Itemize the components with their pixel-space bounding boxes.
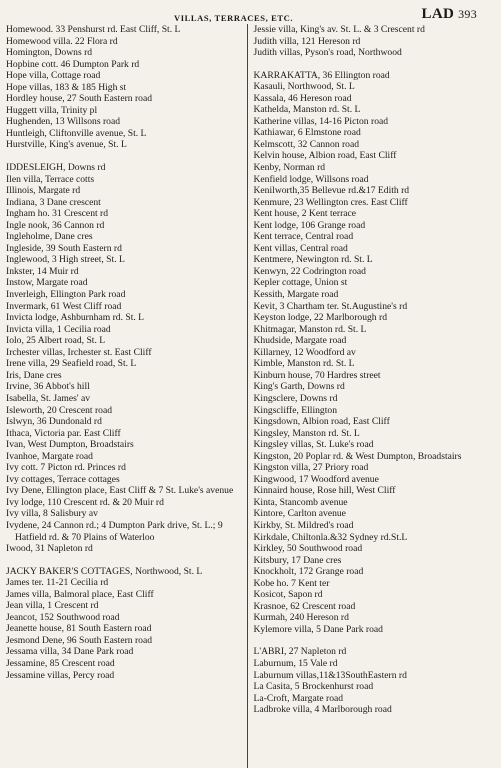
directory-entry: Laburnum villas,11&13SouthEastern rd xyxy=(253,669,407,681)
directory-entry: Kepler cottage, Union st xyxy=(253,277,348,289)
directory-entry: Judith villa, 121 Hereson rd xyxy=(253,35,361,47)
directory-entry: Kenby, Norman rd xyxy=(253,162,326,174)
directory-entry: Kingscliffe, Ellington xyxy=(253,404,337,416)
directory-entry: Hurstville, King's avenue, St. L xyxy=(6,139,127,151)
directory-entry: Kathiawar, 6 Elmstone road xyxy=(253,127,361,139)
directory-entry: Jessama villa, 34 Dane Park road xyxy=(6,646,134,658)
directory-entry: Jessamine, 85 Crescent road xyxy=(6,657,115,669)
directory-entry: Kirkdale, Chiltonla.&32 Sydney rd.St.L xyxy=(253,531,408,543)
directory-entry: Iris, Dane cres xyxy=(6,369,62,381)
directory-entry: Ingham ho. 31 Crescent rd xyxy=(6,208,109,220)
directory-entry: Ivy villa, 8 Salisbury av xyxy=(6,508,98,520)
section-abbrev: LAD xyxy=(421,6,455,22)
directory-entry: Homewood. 33 Penshurst rd. East Cliff, St. L xyxy=(6,24,181,35)
directory-entry: Kosicot, Sapon rd xyxy=(253,589,323,601)
directory-entry: Ivydene, 24 Cannon rd.; 4 Dumpton Park drive, St. L.; 9 Hatfield rd. & 70 Plains of Waterloo xyxy=(6,519,223,543)
right-column xyxy=(247,24,494,768)
directory-entry: Kenmure, 23 Wellington cres. East Cliff xyxy=(253,196,408,208)
directory-entry: Kingsley villas, St. Luke's road xyxy=(253,439,374,451)
directory-entry: JACKY BAKER'S COTTAGES, Northwood, St. L xyxy=(6,565,203,577)
running-head: VILLAS, TERRACES, ETC. xyxy=(174,13,294,23)
directory-entry: Kingsdown, Albion road, East Cliff xyxy=(253,416,390,428)
directory-entry: Khudside, Margate road xyxy=(253,335,347,347)
directory-entry: Kobe ho. 7 Kent ter xyxy=(253,577,330,589)
directory-entry: Kitsbury, 17 Dane cres xyxy=(253,554,342,566)
directory-entry: Kinnaird house, Rose hill, West Cliff xyxy=(253,485,396,497)
directory-entry: Invicta villa, 1 Cecilia road xyxy=(6,323,111,335)
directory-entry: Kathelda, Manston rd. St. L xyxy=(253,104,361,116)
directory-entry: Islwyn, 36 Dundonald rd xyxy=(6,416,102,428)
section-gap xyxy=(6,555,246,566)
directory-entry: Jessie villa, King's av. St. L. & 3 Crescent rd xyxy=(253,24,425,35)
directory-entry: Illinois, Margate rd xyxy=(6,185,81,197)
page-header xyxy=(6,6,493,24)
directory-entry: Ithaca, Victoria par. East Cliff xyxy=(6,427,121,439)
directory-entry: IDDESLEIGH, Downs rd xyxy=(6,162,106,174)
directory-entry: Hordley house, 27 South Eastern road xyxy=(6,93,153,105)
directory-entry: Kassala, 46 Hereson road xyxy=(253,92,352,104)
directory-entry: Irchester villas, Irchester st. East Cliff xyxy=(6,346,152,358)
directory-entry: Hope villa, Cottage road xyxy=(6,70,101,82)
directory-entry: Jesmond Dene, 96 South Eastern road xyxy=(6,634,153,646)
directory-entry: Kevit, 3 Chartham ter. St.Augustine's rd xyxy=(253,300,408,312)
directory-entry: Laburnum, 15 Vale rd xyxy=(253,657,338,669)
section-gap xyxy=(254,59,494,70)
directory-entry: Kintore, Carlton avenue xyxy=(253,508,346,520)
directory-entry: La-Croft, Margate road xyxy=(253,692,344,704)
directory-entry: Kent house, 2 Kent terrace xyxy=(253,208,357,220)
directory-entry: La Casita, 5 Brockenhurst road xyxy=(253,681,374,693)
directory-entry: Krasnoe, 62 Crescent road xyxy=(253,600,356,612)
directory-entry: Kinburn house, 70 Hardres street xyxy=(253,369,381,381)
directory-entry: Keyston lodge, 22 Marlborough rd xyxy=(253,312,387,324)
directory-entry: Inglewood, 3 High street, St. L xyxy=(6,254,125,266)
directory-entry: Iolo, 25 Albert road, St. L xyxy=(6,335,106,347)
directory-entry: Kurmah, 240 Hereson rd xyxy=(253,612,349,624)
directory-entry: Kenfield lodge, Willsons road xyxy=(253,173,369,185)
directory-entry: Iwood, 31 Napleton rd xyxy=(6,543,93,555)
directory-entry: Kasauli, Northwood, St. L xyxy=(253,81,355,93)
directory-entry: Hughenden, 13 Willsons road xyxy=(6,116,121,128)
directory-entry: Jean villa, 1 Crescent rd xyxy=(6,600,99,612)
directory-entry: Kimble, Manston rd. St. L xyxy=(253,358,355,370)
directory-entry: Ilen villa, Terrace cotts xyxy=(6,173,95,185)
directory-entry: Huggett villa, Trinity pl xyxy=(6,104,98,116)
directory-entry: L'ABRI, 27 Napleton rd xyxy=(253,646,347,658)
directory-entry: Jessamine villas, Percy road xyxy=(6,669,115,681)
directory-entry: Kirkley, 50 Southwood road xyxy=(253,543,363,555)
page-header-right xyxy=(422,6,477,23)
directory-entry: Isabella, St. James' av xyxy=(6,392,91,404)
directory-entry: Kingwood, 17 Woodford avenue xyxy=(253,473,379,485)
directory-entry: Irene villa, 29 Seafield road, St. L xyxy=(6,358,137,370)
directory-entry: Jeanette house, 81 South Eastern road xyxy=(6,623,152,635)
directory-entry: Kelmscott, 32 Cannon road xyxy=(253,138,360,150)
directory-entry: James villa, Balmoral place, East Cliff xyxy=(6,588,154,600)
page-number: 393 xyxy=(458,7,477,21)
directory-entry: Isleworth, 20 Crescent road xyxy=(6,404,113,416)
directory-entry: Kirkby, St. Mildred's road xyxy=(253,519,354,531)
directory-entry: James ter. 11-21 Cecilia rd xyxy=(6,577,109,589)
directory-entry: Kinta, Stancomb avenue xyxy=(253,496,348,508)
directory-entry: Inverleigh, Ellington Park road xyxy=(6,289,126,301)
directory-entry: Instow, Margate road xyxy=(6,277,88,289)
directory-entry: Homington, Downs rd xyxy=(6,47,93,59)
directory-entry: Ivy lodge, 110 Crescent rd. & 20 Muir rd xyxy=(6,496,164,508)
directory-entry: Kingsley, Manston rd. St. L xyxy=(253,427,360,439)
directory-entry: Inkster, 14 Muir rd xyxy=(6,265,79,277)
directory-entry: Katherine villas, 14-16 Picton road xyxy=(253,115,389,127)
directory-entry: Ingleholme, Dane cres xyxy=(6,231,93,243)
directory-entry: Homewood villa. 22 Flora rd xyxy=(6,35,118,47)
directory-entry: Ivy cottages, Terrace cottages xyxy=(6,473,120,485)
directory-entry: Invermark, 61 West Cliff road xyxy=(6,300,122,312)
section-gap xyxy=(254,635,494,646)
section-gap xyxy=(6,151,246,162)
directory-entry: Judith villas, Pyson's road, Northwood xyxy=(253,47,402,59)
directory-entry: Kent lodge, 106 Grange road xyxy=(253,219,366,231)
left-column xyxy=(6,24,246,768)
directory-entry: Ivy Dene, Ellington place, East Cliff & 7 St. Luke's avenue xyxy=(6,485,234,497)
directory-entry: Ivy cott. 7 Picton rd. Princes rd xyxy=(6,462,126,474)
directory-entry: King's Garth, Downs rd xyxy=(253,381,345,393)
directory-entry: Kingsclere, Downs rd xyxy=(253,392,338,404)
directory-entry: Knockholt, 172 Grange road xyxy=(253,566,364,578)
directory-entry: Indiana, 3 Dane crescent xyxy=(6,196,101,208)
directory-entry: Kentmere, Newington rd. St. L xyxy=(253,254,373,266)
directory-entry: Ivanhoe, Margate road xyxy=(6,450,93,462)
directory-entry: Kenwyn, 22 Codrington road xyxy=(253,265,366,277)
directory-entry: Huntleigh, Cliftonville avenue, St. L xyxy=(6,127,147,139)
directory-entry: Hopbine cott. 46 Dumpton Park rd xyxy=(6,58,140,70)
directory-entry: Ladbroke villa, 4 Marlborough road xyxy=(253,704,392,716)
directory-entry: Killarney, 12 Woodford av xyxy=(253,346,356,358)
directory-entry: Kingston, 20 Poplar rd. & West Dumpton, Broadstairs xyxy=(253,450,462,462)
directory-entry: Ingleside, 39 South Eastern rd xyxy=(6,242,122,254)
directory-entry: Kent terrace, Central road xyxy=(253,231,354,243)
directory-entry: Kylemore villa, 5 Dane Park road xyxy=(253,623,383,635)
directory-entry: Ingle nook, 36 Cannon rd xyxy=(6,219,105,231)
directory-entry: Kenilworth,35 Bellevue rd.&17 Edith rd xyxy=(253,185,410,197)
directory-entry: Hope villas, 183 & 185 High st xyxy=(6,81,127,93)
directory-entry: Kent villas, Central road xyxy=(253,242,348,254)
columns xyxy=(6,24,493,768)
directory-entry: Kingston villa, 27 Priory road xyxy=(253,462,369,474)
directory-entry: KARRAKATTA, 36 Ellington road xyxy=(253,69,390,81)
directory-entry: Irvine, 36 Abbot's hill xyxy=(6,381,90,393)
directory-entry: Invicta lodge, Ashburnham rd. St. L xyxy=(6,312,145,324)
directory-entry: Kelvin house, Albion road, East Cliff xyxy=(253,150,397,162)
directory-entry: Khitmagar, Manston rd. St. L xyxy=(253,323,367,335)
directory-entry: Kessith, Margate road xyxy=(253,289,339,301)
directory-entry: Ivan, West Dumpton, Broadstairs xyxy=(6,439,134,451)
directory-entry: Jeancot, 152 Southwood road xyxy=(6,611,120,623)
